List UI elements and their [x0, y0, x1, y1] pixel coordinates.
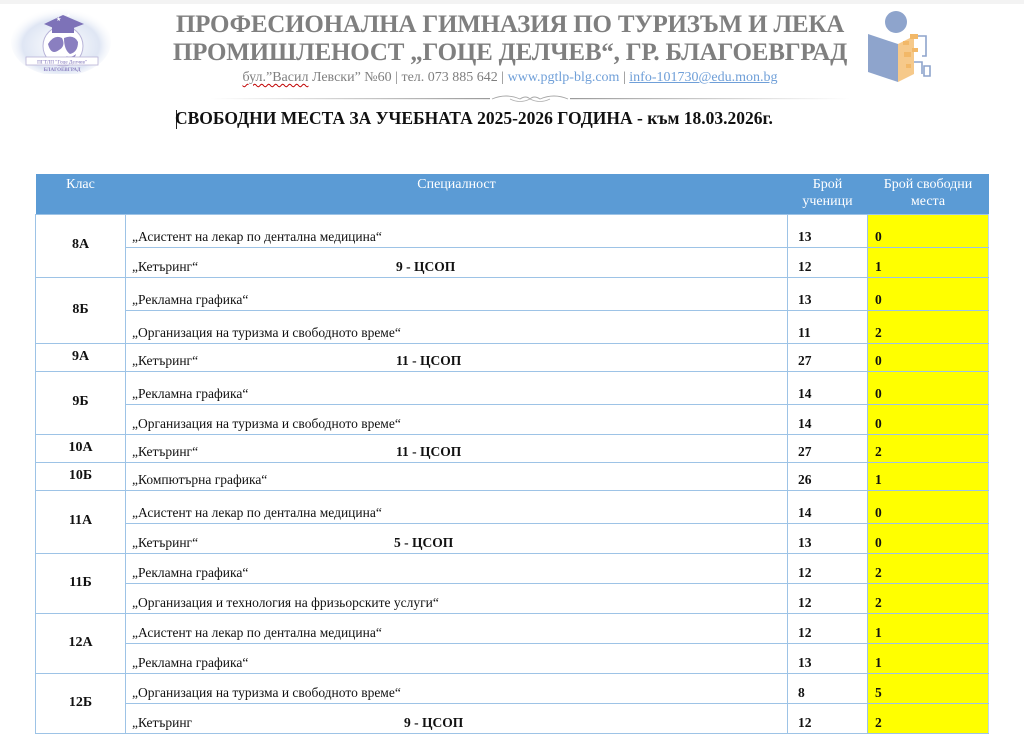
specialty-cell [126, 405, 788, 435]
specialty-name: „Кетъринг“ [132, 535, 199, 550]
students-count-cell: 12 [788, 614, 868, 644]
free-seats-cell: 0 [868, 344, 989, 372]
specialty-cell [126, 644, 788, 674]
ornament-divider [210, 92, 850, 106]
students-count-cell: 13 [788, 215, 868, 248]
specialty-cell [126, 674, 788, 704]
specialty-name: „Асистент на лекар по дентална медицина“ [132, 625, 382, 640]
table-row [36, 248, 989, 278]
free-seats-table [35, 174, 989, 734]
students-count-cell: 14 [788, 491, 868, 524]
free-seats-cell: 1 [868, 248, 989, 278]
free-seats-cell: 2 [868, 584, 989, 614]
specialty-name: „Рекламна графика“ [132, 655, 249, 670]
students-count-cell: 27 [788, 435, 868, 463]
specialty-name: „Организация на туризма и свободното време“ [132, 685, 401, 700]
students-count-cell: 12 [788, 554, 868, 584]
specialty-name: „Кетъринг“ [132, 259, 199, 274]
class-cell: 11Б [36, 554, 126, 614]
csop-note: 5 - ЦСОП [394, 535, 454, 550]
students-count-cell: 12 [788, 584, 868, 614]
contact-line [160, 70, 860, 86]
svg-text:★: ★ [56, 17, 62, 23]
students-count-cell: 14 [788, 372, 868, 405]
csop-note: 9 - ЦСОП [404, 715, 464, 730]
students-count-cell: 13 [788, 524, 868, 554]
table-row [36, 344, 989, 372]
class-cell: 10Б [36, 463, 126, 491]
specialty-cell [126, 435, 788, 463]
table-row [36, 614, 989, 644]
free-seats-cell: 0 [868, 491, 989, 524]
specialty-cell [126, 524, 788, 554]
header-free-seats: Брой свободни места [868, 174, 989, 215]
page-top-edge [0, 0, 1024, 4]
specialty-name: „Кетъринг [132, 715, 193, 730]
specialty-name: „Кетъринг“ [132, 353, 199, 368]
class-cell: 10А [36, 435, 126, 463]
svg-text:▲: ▲ [66, 13, 71, 18]
free-seats-cell: 0 [868, 215, 989, 248]
specialty-name: „Рекламна графика“ [132, 292, 249, 307]
class-cell: 12Б [36, 674, 126, 734]
free-seats-cell: 5 [868, 674, 989, 704]
header-class: Клас [36, 174, 126, 215]
address-prefix: бул.”Васил [242, 70, 309, 85]
specialty-cell [126, 704, 788, 734]
table-row [36, 674, 989, 704]
table-row [36, 278, 989, 311]
table-row [36, 524, 989, 554]
email-link[interactable]: info-101730@edu.mon.bg [629, 70, 778, 85]
specialty-cell [126, 584, 788, 614]
specialty-name: „Кетъринг“ [132, 444, 199, 459]
table-row [36, 311, 989, 344]
free-seats-cell: 0 [868, 524, 989, 554]
header-specialty: Специалност [126, 174, 788, 215]
specialty-cell [126, 554, 788, 584]
table-row [36, 704, 989, 734]
specialty-name: „Асистент на лекар по дентална медицина“ [132, 505, 382, 520]
school-name-line2: ПРОМИШЛЕНОСТ „ГОЦЕ ДЕЛЧЕВ“, ГР. БЛАГОЕВГРАД [172, 39, 848, 66]
specialty-cell [126, 614, 788, 644]
students-count-cell: 13 [788, 644, 868, 674]
specialty-cell [126, 248, 788, 278]
school-name-line1: ПРОФЕСИОНАЛНА ГИМНАЗИЯ ПО ТУРИЗЪМ И ЛЕКА [175, 11, 845, 38]
specialty-name: „Рекламна графика“ [132, 386, 249, 401]
csop-note: 11 - ЦСОП [396, 444, 462, 459]
class-cell: 8Б [36, 278, 126, 344]
document-title: СВОБОДНИ МЕСТА ЗА УЧЕБНАТА 2025-2026 ГОДИНА - към 18.03.2026г. [175, 108, 773, 128]
specialty-cell [126, 215, 788, 248]
students-count-cell: 12 [788, 248, 868, 278]
free-seats-cell: 0 [868, 405, 989, 435]
class-cell: 9Б [36, 372, 126, 435]
free-seats-cell: 2 [868, 554, 989, 584]
specialty-name: „Асистент на лекар по дентална медицина“ [132, 229, 382, 244]
students-count-cell: 13 [788, 278, 868, 311]
class-cell: 11А [36, 491, 126, 554]
free-seats-cell: 0 [868, 372, 989, 405]
csop-note: 9 - ЦСОП [396, 259, 456, 274]
contact-separator: | [619, 70, 630, 85]
address-phone: Левски” №60 | тел. 073 885 642 | [308, 70, 508, 85]
specialty-name: „Организация и технология на фризьорските услуги“ [132, 595, 439, 610]
table-row [36, 405, 989, 435]
free-seats-cell: 2 [868, 435, 989, 463]
specialty-cell [126, 463, 788, 491]
students-count-cell: 26 [788, 463, 868, 491]
table-row [36, 372, 989, 405]
specialty-name: „Организация на туризма и свободното време“ [132, 325, 401, 340]
table-body [36, 215, 989, 734]
specialty-name: „Рекламна графика“ [132, 565, 249, 580]
class-cell: 8А [36, 215, 126, 278]
students-count-cell: 12 [788, 704, 868, 734]
table-header-row [36, 174, 989, 215]
table-row [36, 215, 989, 248]
specialty-cell [126, 311, 788, 344]
free-seats-cell: 2 [868, 704, 989, 734]
csop-note: 11 - ЦСОП [396, 353, 462, 368]
specialty-name: „Компютърна графика“ [132, 472, 268, 487]
table-row [36, 644, 989, 674]
crest-city-text: БЛАГОЕВГРАД [43, 68, 81, 73]
students-count-cell: 14 [788, 405, 868, 435]
table-row [36, 554, 989, 584]
specialty-cell [126, 278, 788, 311]
specialty-name: „Организация на туризма и свободното време“ [132, 416, 401, 431]
specialty-cell [126, 372, 788, 405]
website-link[interactable]: www.pgtlp-blg.com [507, 70, 620, 85]
free-seats-cell: 0 [868, 278, 989, 311]
table-row [36, 491, 989, 524]
free-seats-cell: 2 [868, 311, 989, 344]
specialty-cell [126, 491, 788, 524]
class-cell: 12А [36, 614, 126, 674]
header-students: Брой ученици [788, 174, 868, 215]
students-count-cell: 8 [788, 674, 868, 704]
students-count-cell: 27 [788, 344, 868, 372]
specialty-cell [126, 344, 788, 372]
reader-book-logo-icon [862, 8, 942, 82]
crest-banner-text: ПГТЛП "Гоце Делчев" [37, 59, 87, 66]
free-seats-cell: 1 [868, 614, 989, 644]
table-row [36, 584, 989, 614]
table-row [36, 435, 989, 463]
school-crest-logo-icon [6, 4, 116, 74]
class-cell: 9А [36, 344, 126, 372]
free-seats-cell: 1 [868, 644, 989, 674]
free-seats-cell: 1 [868, 463, 989, 491]
students-count-cell: 11 [788, 311, 868, 344]
table-row [36, 463, 989, 491]
